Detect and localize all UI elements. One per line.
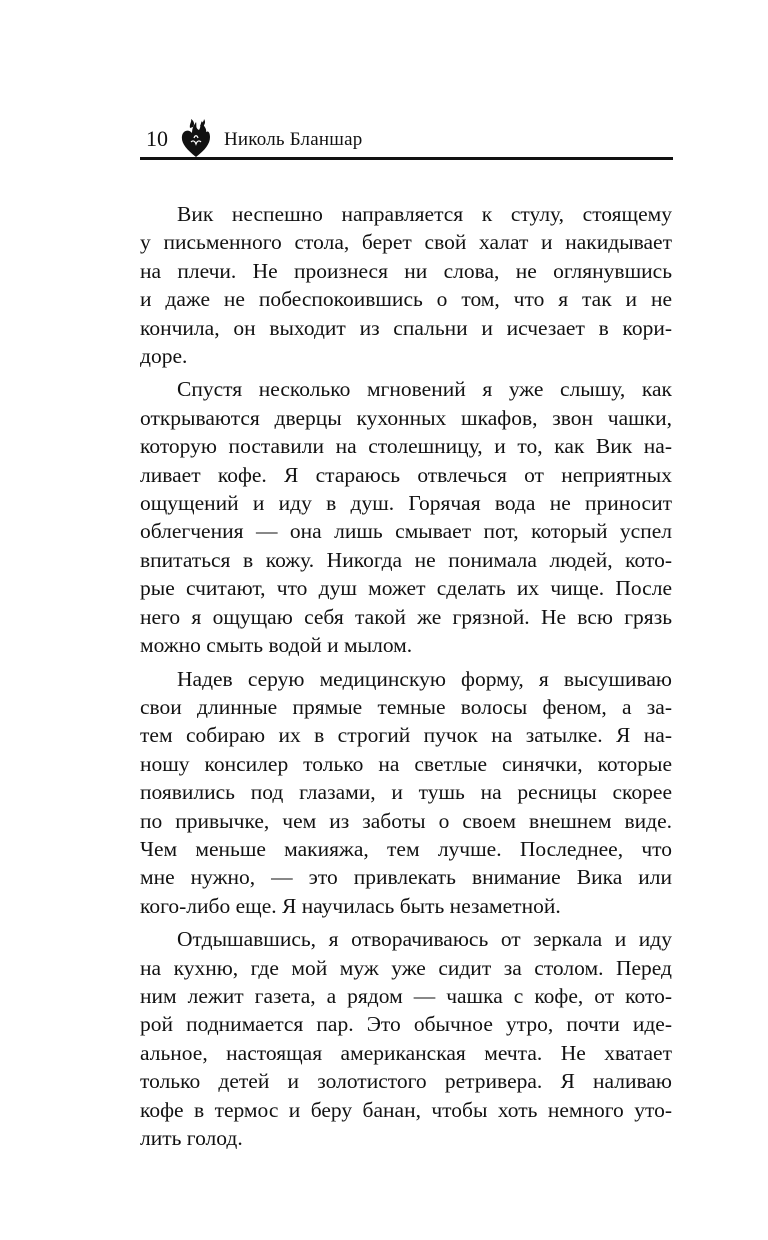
text-line: свои длинные прямые темные волосы феном, а за- [140,694,672,719]
text-line: у письменного стола, берет свой халат и накидывает [140,230,672,255]
text-line: облегчения — она лишь смывает пот, который успел [140,519,672,544]
text-line: рой поднимается пар. Это обычное утро, почти иде- [140,1012,672,1037]
text-line: кофе в термос и беру банан, чтобы хоть немного уто- [140,1097,672,1122]
text-line: на кухню, где мой муж уже сидит за столом. Перед [140,955,672,980]
page-header [140,118,674,156]
text-line: рые считают, что душ может сделать их чище. После [140,576,672,601]
page-number: 10 [146,126,168,151]
text-line: которую поставили на столешницу, и то, как Вик на- [140,434,672,459]
text-line: ливает кофе. Я стараюсь отвлечься от неприятных [140,462,672,487]
text-line: можно смыть водой и мылом. [140,633,413,658]
paragraph [140,200,672,370]
text-line: ощущений и иду в душ. Горячая вода не приносит [140,491,672,516]
text-line: по привычке, чем из заботы о своем внешнем виде. [140,808,672,833]
text-line: мне нужно, — это привлекать внимание Вика или [140,865,672,890]
paragraph [140,375,672,659]
text-line: альное, настоящая американская мечта. Не хватает [140,1040,672,1065]
text-line: кого-либо еще. Я научилась быть незаметной. [140,893,561,918]
text-line: Вик неспешно направляется к стулу, стоящему [177,202,672,226]
text-line: впитаться в кожу. Никогда не понимала людей, кото- [140,547,672,572]
paragraph [140,925,672,1152]
text-line: ним лежит газета, а рядом — чашка с кофе, от кото- [140,983,672,1008]
text-line: Спустя несколько мгновений я уже слышу, как [177,377,672,402]
body-text [140,200,672,1157]
text-line: лить голод. [140,1126,243,1150]
text-line: и даже не побеспокоившись о том, что я так и не [140,287,672,312]
text-line: доре. [140,344,188,369]
text-line: Отдышавшись, я отворачиваюсь от зеркала и иду [177,927,672,952]
running-head-author: Николь Бланшар [224,129,363,150]
text-line: только детей и золотистого ретривера. Я наливаю [140,1069,672,1094]
text-line: ношу консилер только на светлые синячки, которые [140,751,672,776]
text-line: тем собираю их в строгий пучок на затылке. Я на- [140,723,672,748]
text-line: на плечи. Не произнеся ни слова, не оглянувшись [140,258,672,283]
flame-heart-icon [180,118,212,158]
text-line: кончила, он выходит из спальни и исчезает в кори- [140,315,672,340]
text-line: открываются дверцы кухонных шкафов, звон чашки, [140,405,672,430]
text-line: него я ощущаю себя такой же грязной. Не всю грязь [140,604,672,629]
text-line: Надев серую медицинскую форму, я высушиваю [177,666,672,691]
text-line: Чем меньше макияжа, тем лучше. Последнее, что [140,836,672,861]
text-line: появились под глазами, и тушь на ресницы скорее [140,780,672,805]
paragraph [140,665,672,921]
header-rule [140,157,673,160]
